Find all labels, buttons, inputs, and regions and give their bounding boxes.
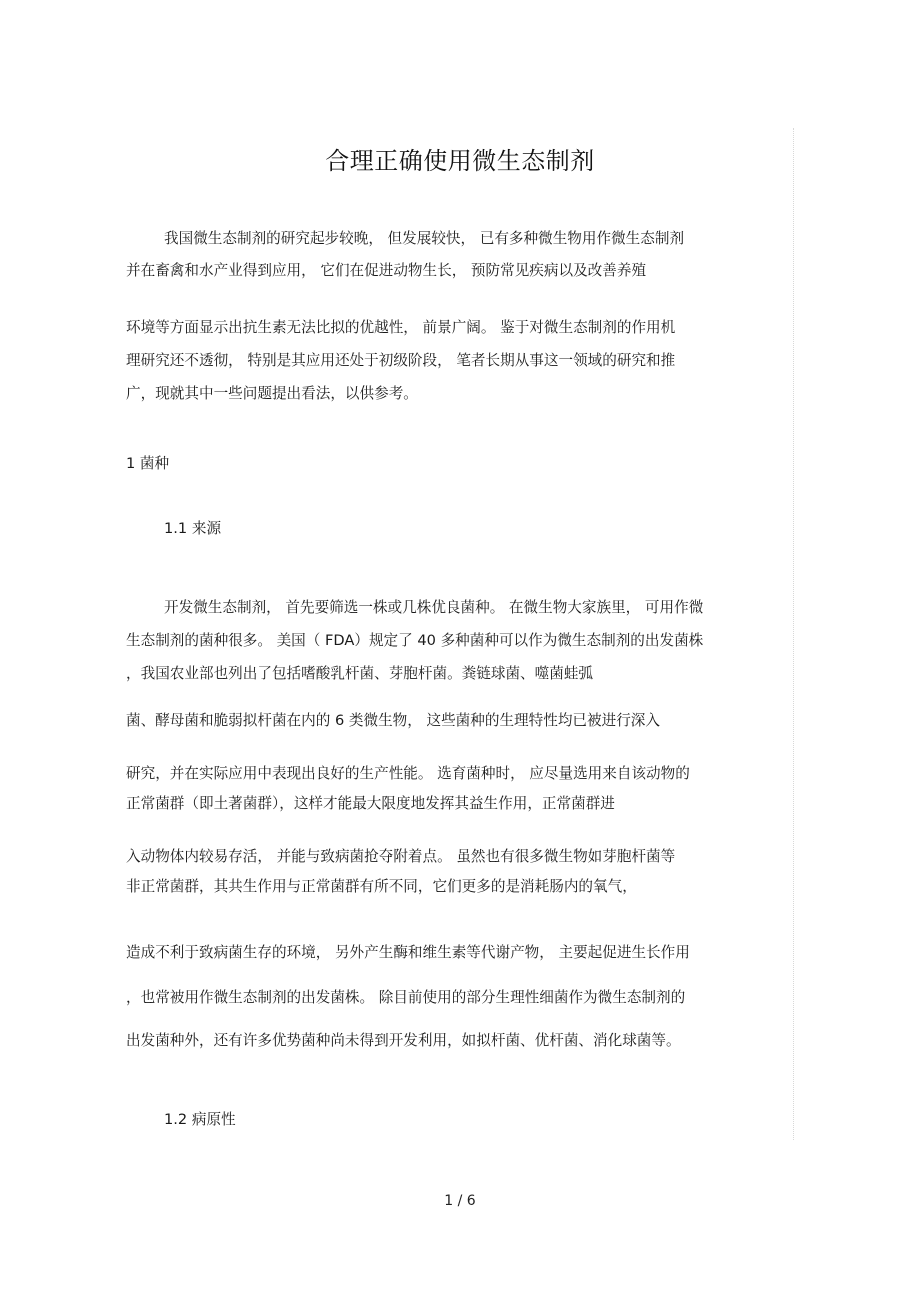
paragraph-line: ，也常被用作微生态制剂的出发菌株。 除目前使用的部分生理性细菌作为微生态制剂的 (126, 989, 686, 1006)
paragraph-line: 菌、酵母菌和脆弱拟杆菌在内的 6 类微生物， 这些菌种的生理特性均已被进行深入 (126, 712, 660, 729)
paragraph-line: 造成不利于致病菌生存的环境， 另外产生酶和维生素等代谢产物， 主要起促进生长作用 (126, 944, 690, 961)
paragraph-line: 开发微生态制剂， 首先要筛选一株或几株优良菌种。 在微生物大家族里， 可用作微 (164, 599, 704, 616)
paragraph-line: 广，现就其中一些问题提出看法，以供参考。 (126, 385, 418, 402)
paragraph-line: 出发菌种外，还有许多优势菌种尚未得到开发利用，如拟杆菌、优杆菌、消化球菌等。 (126, 1032, 681, 1049)
paragraph-line: 生态制剂的菌种很多。 美国（ FDA）规定了 40 多种菌种可以作为微生态制剂的出发菌株 (126, 632, 704, 649)
paragraph-line: 并在畜禽和水产业得到应用， 它们在促进动物生长， 预防常见疾病以及改善养殖 (126, 262, 647, 279)
page-edge-divider (793, 128, 794, 1140)
paragraph-line: 正常菌群（即土著菌群），这样才能最大限度地发挥其益生作用，正常菌群进 (126, 795, 615, 812)
paragraph-line: 研究，并在实际应用中表现出良好的生产性能。 选育菌种时， 应尽量选用来自该动物的 (126, 765, 690, 782)
subsection-heading: 1.1 来源 (164, 520, 222, 537)
subsection-heading: 1.2 病原性 (164, 1111, 236, 1128)
paragraph-line: 入动物体内较易存活， 并能与致病菌抢夺附着点。 虽然也有很多微生物如芽胞杆菌等 (126, 848, 676, 865)
document-title: 合理正确使用微生态制剂 (325, 147, 595, 175)
paragraph-line: 环境等方面显示出抗生素无法比拟的优越性， 前景广阔。 鉴于对微生态制剂的作用机 (126, 319, 676, 336)
page-number: 1 / 6 (444, 1193, 476, 1209)
paragraph-line: 我国微生态制剂的研究起步较晚， 但发展较快， 已有多种微生物用作微生态制剂 (164, 230, 685, 247)
section-heading: 1 菌种 (126, 455, 170, 472)
paragraph-line: ，我国农业部也列出了包括嗜酸乳杆菌、芽胞杆菌。粪链球菌、噬菌蛙弧 (126, 665, 594, 682)
paragraph-line: 理研究还不透彻， 特别是其应用还处于初级阶段， 笔者长期从事这一领域的研究和推 (126, 352, 676, 369)
paragraph-line: 非正常菌群，其共生作用与正常菌群有所不同，它们更多的是消耗肠内的氧气， (126, 878, 637, 895)
